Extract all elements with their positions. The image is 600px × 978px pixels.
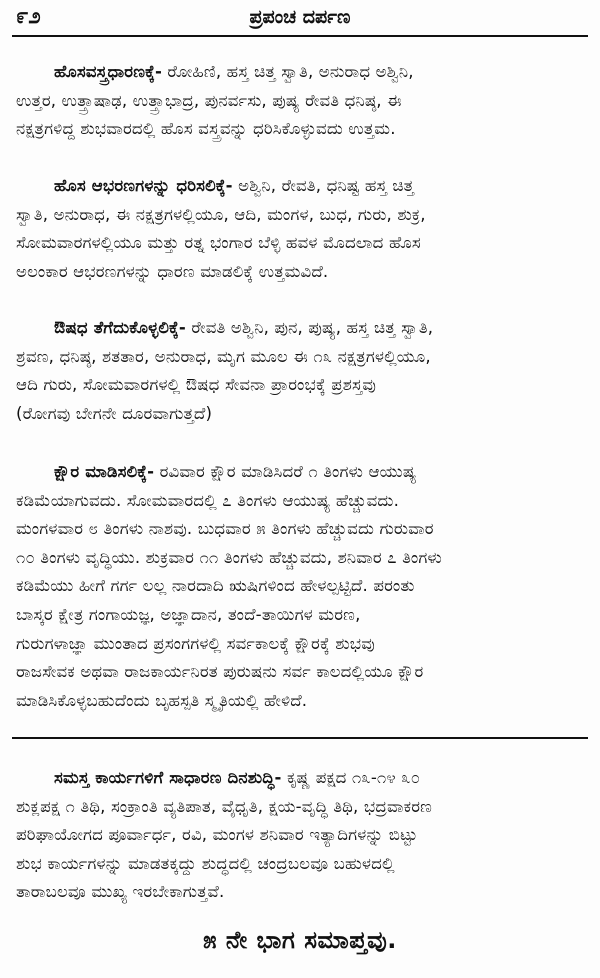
body-line: ಗುರುಗಳಾಜ್ಞಾ ಮುಂತಾದ ಪ್ರಸಂಗಗಳಲ್ಲಿ ಸರ್ವಕಾಲಕ್ಕೆ ಕ್ಷೌರಕ್ಕೆ ಶುಭವು: [16, 633, 375, 653]
page-number: ೯೨: [16, 4, 41, 29]
body-line: ರಾಜಸೇವಕ ಅಥವಾ ರಾಜಕಾರ್ಯನಿರತ ಪುರುಷನು ಸರ್ವ ಕಾಲದಲ್ಲಿಯೂ ಕ್ಷೌರ: [16, 662, 424, 682]
body-text: ಅಶ್ವಿನಿ, ರೇವತಿ, ಧನಿಷ್ಟ ಹಸ್ತ ಚಿತ್ತ: [232, 176, 415, 195]
body-line: ನಕ್ಷತ್ರಗಳಿದ್ದ ಶುಭವಾರದಲ್ಲಿ ಹೊಸ ವಸ್ತ್ರವನ್ನು ಧರಿಸಿಕೊಳ್ಳುವದು ಉತ್ತಮ.: [16, 119, 396, 139]
body-text: ರೇವತಿ ಅಶ್ವಿನಿ, ಪುನ, ಪುಷ್ಯ, ಹಸ್ತ ಚಿತ್ತ ಸ್ವಾತಿ,: [185, 318, 434, 337]
body-line: ಶುಭ ಕಾರ್ಯಗಳನ್ನು ಮಾಡತಕ್ಕದ್ದು ಶುದ್ಧದಲ್ಲಿ ಚಂದ್ರಬಲವೂ ಬಹುಳದಲ್ಲಿ: [16, 853, 395, 873]
body-line: ಬಾಸ್ಕರ ಕ್ಷೇತ್ರ ಗಂಗಾಯಜ್ಞ, ಅಜ್ಞಾದಾನ, ತಂದೆ-ತಾಯಿಗಳ ಮರಣ,: [16, 604, 361, 624]
running-title: ಪ್ರಪಂಚ ದರ್ಪಣ: [249, 6, 351, 28]
body-line: ಶುಕ್ಲಪಕ್ಷ ೧ ತಿಥಿ, ಸಂಕ್ರಾಂತಿ ವ್ಯತಿಪಾತ, ವೈಧೃತಿ, ಕ್ಷಯ-ವೃದ್ಧಿ ತಿಥಿ, ಭದ್ರವಾಕರಣ: [16, 796, 433, 816]
section-heading: ಸಮಸ್ತ ಕಾರ್ಯಗಳಿಗೆ ಸಾಧಾರಣ ದಿನಶುದ್ಧಿ-: [54, 768, 282, 787]
section-heading: ಕ್ಷೌರ ಮಾಡಿಸಲಿಕ್ಕೆ-: [54, 462, 155, 481]
body-line: ಅಲಂಕಾರ ಆಭರಣಗಳನ್ನು ಧಾರಣ ಮಾಡಲಿಕ್ಕೆ ಉತ್ತಮವಿದೆ.: [16, 261, 329, 281]
body-line: ಉತ್ತರ, ಉತ್ತ್ರಾಷಾಢ, ಉತ್ತ್ರಾಭಾದ್ರ, ಪುನರ್ವಸು, ಪುಷ್ಯ ರೇವತಿ ಧನಿಷ್ಠ, ಈ: [16, 90, 402, 110]
body-line: ಪರಿಘಾಯೋಗದ ಪೂರ್ವಾರ್ಧ, ರವಿ, ಮಂಗಳ ಶನಿವಾರ ಇತ್ಯಾದಿಗಳನ್ನು ಬಿಟ್ಟು: [16, 825, 418, 845]
body-line: ಮಾಡಿಸಿಕೊಳ್ಳಬಹುದೆಂದು ಬೃಹಸ್ಪತಿ ಸ್ಮೃತಿಯಲ್ಲಿ ಹೇಳಿದೆ.: [16, 690, 308, 710]
section-first-line: [16, 764, 584, 793]
body-line: ಮಂಗಳವಾರ ೮ ತಿಂಗಳು ನಾಶವು. ಬುಧವಾರ ೫ ತಿಂಗಳು ಹೆಚ್ಚುವದು ಗುರುವಾರ: [16, 519, 434, 539]
body-text: ಕೃಷ್ಣ ಪಕ್ಷದ ೧೩-೧೪ ೩೦: [281, 768, 421, 787]
page-header: [0, 0, 600, 38]
part-end-note: ೫ ನೇ ಭಾಗ ಸಮಾಪ್ತವು.: [203, 926, 397, 954]
section-shaving: [16, 458, 584, 715]
section-new-ornaments: [16, 172, 584, 286]
body-line: ೧೦ ತಿಂಗಳು ವೃದ್ಧಿಯು. ಶುಕ್ರವಾರ ೧೧ ತಿಂಗಳು ಹೆಚ್ಚುವದು, ಶನಿವಾರ ೭ ತಿಂಗಳು: [16, 547, 442, 567]
section-first-line: [16, 458, 584, 487]
section-general-day-purity: [16, 764, 584, 907]
body-text: ರೋಹಿಣಿ, ಹಸ್ತ ಚಿತ್ತ ಸ್ವಾತಿ, ಅನುರಾಧ ಅಶ್ವಿನಿ,: [162, 62, 414, 81]
section-heading: ಹೊಸ ಆಭರಣಗಳನ್ನು ಧರಿಸಲಿಕ್ಕೆ-: [54, 176, 233, 195]
section-heading: ಔಷಧ ತೆಗೆದುಕೊಳ್ಳಲಿಕ್ಕೆ-: [54, 318, 186, 337]
body-line: ಶ್ರವಣ, ಧನಿಷ್ಠ, ಶತತಾರ, ಅನುರಾಧ, ಮೃಗ ಮೂಲ ಈ ೧೩ ನಕ್ಷತ್ರಗಳಲ್ಲಿಯೂ,: [16, 346, 431, 366]
section-first-line: [16, 58, 584, 87]
section-rule: [12, 737, 588, 739]
header-rule: [12, 35, 588, 37]
body-line: ಸ್ವಾತಿ, ಅನುರಾಧ, ಈ ನಕ್ಷತ್ರಗಳಲ್ಲಿಯೂ, ಆದಿ, ಮಂಗಳ, ಬುಧ, ಗುರು, ಶುಕ್ರ,: [16, 204, 426, 224]
body-line: ತಾರಾಬಲವೂ ಮುಖ್ಯ ಇರಬೇಕಾಗುತ್ತವೆ.: [16, 882, 225, 902]
body-line: ಸೋಮವಾರಗಳಲ್ಲಿಯೂ ಮತ್ತು ರತ್ನ ಭಂಗಾರ ಬೆಳ್ಳಿ ಹವಳ ಮೊದಲಾದ ಹೊಸ: [16, 233, 421, 253]
section-medicine: [16, 314, 584, 428]
section-first-line: [16, 172, 584, 201]
section-heading: ಹೊಸವಸ್ತ್ರಧಾರಣಕ್ಕೆ-: [54, 62, 162, 81]
body-text: ರವಿವಾರ ಕ್ಷೌರ ಮಾಡಿಸಿದರೆ ೧ ತಿಂಗಳು ಆಯುಷ್ಯ: [154, 462, 417, 481]
section-new-clothes: [16, 58, 584, 144]
section-first-line: [16, 314, 584, 343]
body-line: ಆದಿ ಗುರು, ಸೋಮವಾರಗಳಲ್ಲಿ ಔಷಧ ಸೇವನಾ ಪ್ರಾರಂಭಕ್ಕೆ ಪ್ರಶಸ್ತವು: [16, 375, 377, 395]
body-line: (ರೋಗವು ಬೇಗನೇ ದೂರವಾಗುತ್ತದೆ): [16, 403, 213, 423]
body-line: ಕಡಿಮೆಯು ಹೀಗೆ ಗರ್ಗ ಲಲ್ಲ ನಾರದಾದಿ ಋಷಿಗಳಿಂದ ಹೇಳಲ್ಪಟ್ಟಿದೆ. ಪರಂತು: [16, 576, 415, 596]
body-line: ಕಡಿಮೆಯಾಗುವದು. ಸೋಮವಾರದಲ್ಲಿ ೭ ತಿಂಗಳು ಆಯುಷ್ಯ ಹೆಚ್ಚುವದು.: [16, 490, 399, 510]
